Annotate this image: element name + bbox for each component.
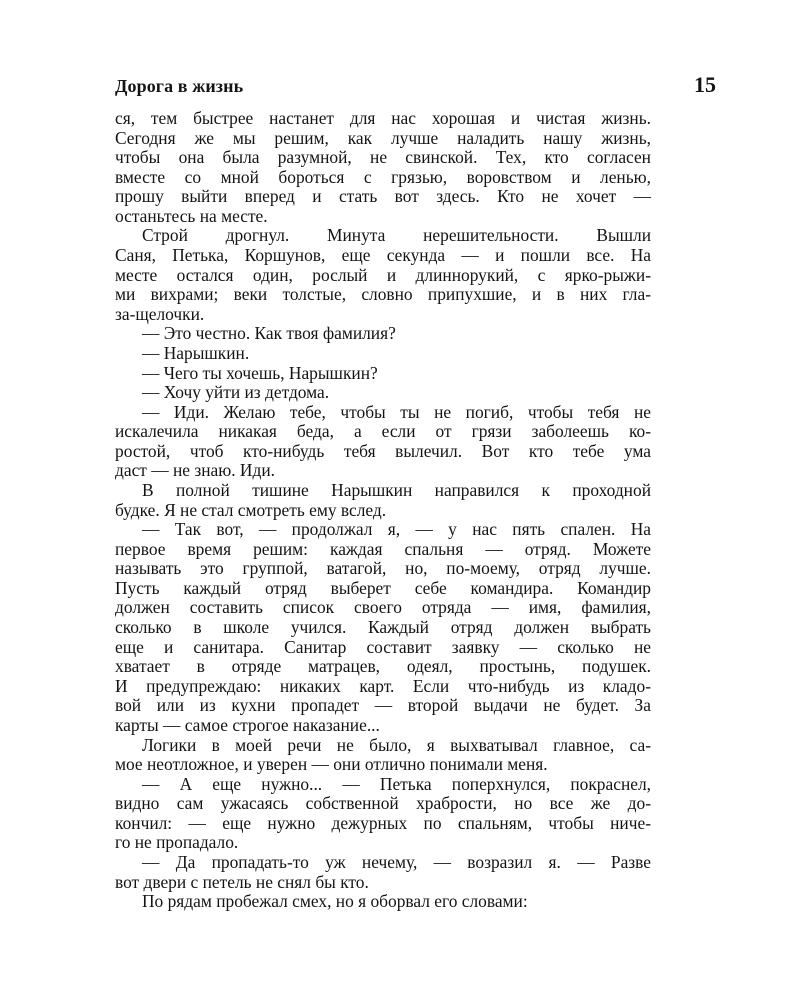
text-line: В полной тишине Нарышкин направился к проходной [142,479,651,500]
text-line: — Хочу уйти из детдома. [142,382,330,403]
text-line: сколько в школе учился. Каждый отряд должен выбрать [115,617,651,638]
text-line: — Так вот, — продолжал я, — у нас пять спален. На [142,519,651,540]
text-line: прошу выйти вперед и стать вот здесь. Кто не хочет — [115,186,651,207]
text-line: — Да пропадать-то уж нечему, — возразил я. — Разве [142,851,651,872]
text-line: По рядам пробежал смех, но я оборвал его словами: [142,891,528,912]
text-line: за-щелочки. [115,303,205,324]
text-line: первое время решим: каждая спальня — отряд. Можете [115,538,651,559]
text-line: карты — самое строгое наказание... [115,714,380,735]
text-line: вой или из кухни пропадет — второй выдачи не будет. За [115,695,651,716]
text-line: хватает в отряде матрацев, одеял, простынь, подушек. [115,656,651,677]
text-line: И предупреждаю: никаких карт. Если что-нибудь из кладо- [115,675,651,696]
text-line: останьтесь на месте. [115,205,268,226]
text-line: искалечила никакая беда, а если от грязи заболеешь ко- [115,421,651,442]
text-line: месте остался один, рослый и длиннорукий, с ярко-рыжи- [115,264,651,285]
text-line: еще и санитара. Санитар составит заявку — сколько не [115,636,651,657]
text-line: Саня, Петька, Коршунов, еще секунда — и пошли все. На [115,245,651,266]
text-line: мое неотложное, и уверен — они отлично понимали меня. [115,754,548,775]
text-line: Пусть каждый отряд выберет себе командира. Командир [115,577,651,598]
text-line: ся, тем быстрее настанет для нас хорошая и чистая жизнь. [115,108,651,128]
page-number: 15 [694,72,716,97]
text-line: Сегодня же мы решим, как лучше наладить нашу жизнь, [115,127,651,148]
text-line: вот двери с петель не снял бы кто. [115,871,369,892]
text-line: — Чего ты хочешь, Нарышкин? [142,362,378,383]
text-line: — Иди. Желаю тебе, чтобы ты не погиб, чтобы тебя не [142,401,651,422]
text-line: кончил: — еще нужно дежурных по спальням, чтобы ниче- [115,812,651,833]
text-line: должен составить список своего отряда — имя, фамилия, [115,597,651,618]
text-line: даст — не знаю. Иди. [115,460,275,481]
text-line: вместе со мной бороться с грязью, воровством и ленью, [115,166,651,187]
text-line: видно сам ужасаясь собственной храбрости, но все же до- [115,793,651,814]
text-line: — Нарышкин. [142,342,250,363]
text-line: го не пропадало. [115,832,239,853]
text-line: называть это группой, ватагой, но, по-моему, отряд лучше. [115,558,651,579]
text-line: ростой, чтоб кто-нибудь тебя вылечил. Вот кто тебе ума [115,440,651,461]
body-text [115,109,651,912]
text-line: Логики в моей речи не было, я выхватывал главное, са- [142,734,651,755]
text-line: чтобы она была разумной, не свинской. Тех, кто согласен [115,147,651,168]
text-line: Строй дрогнул. Минута нерешительности. Вышли [142,225,651,246]
text-line: — Это честно. Как твоя фамилия? [142,323,396,344]
text-line: — А еще нужно... — Петька поперхнулся, покраснел, [142,773,651,794]
text-line: ми вихрами; веки толстые, словно припухшие, и в них гла- [115,284,651,305]
text-line: будке. Я не стал смотреть ему вслед. [115,499,387,520]
running-head [115,72,716,100]
running-title: Дорога в жизнь [115,76,244,96]
